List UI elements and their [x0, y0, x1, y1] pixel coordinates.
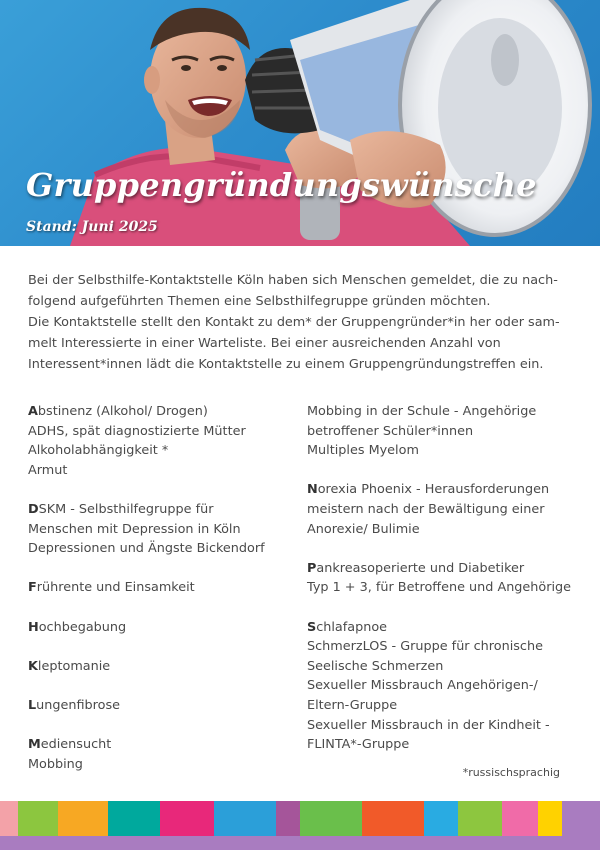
- intro-text: [28, 270, 576, 375]
- topic-entry: [28, 520, 294, 540]
- topic-entry: [307, 657, 587, 677]
- topic-group-h: [28, 618, 294, 638]
- topic-group-p: [307, 559, 587, 598]
- color-stripe: [58, 801, 108, 836]
- topic-text: Eltern-Gruppe: [307, 697, 398, 713]
- topic-entry: [28, 441, 294, 461]
- topic-list-right: [307, 402, 587, 774]
- intro-line: folgend aufgeführten Themen eine Selbsthilfegruppe gründen möchten.: [28, 294, 491, 309]
- megaphone-photo: [0, 0, 600, 246]
- topic-entry: [28, 539, 294, 559]
- topic-initial: D: [28, 501, 39, 517]
- color-stripe: [160, 801, 214, 836]
- topic-list-left: [28, 402, 294, 794]
- topic-initial: M: [28, 737, 41, 753]
- topic-text: FLINTA*-Gruppe: [307, 737, 410, 753]
- topic-entry: [307, 500, 587, 520]
- topic-entry: [28, 696, 294, 716]
- topic-text: meistern nach der Bewältigung einer: [307, 501, 545, 517]
- color-stripe-bar: [0, 801, 600, 836]
- topic-initial: N: [307, 482, 318, 498]
- topic-text: leptomanie: [37, 658, 111, 674]
- topic-initial: S: [307, 619, 317, 635]
- topic-entry: [28, 402, 294, 422]
- color-stripe: [562, 801, 600, 836]
- topic-group-n: [307, 480, 587, 539]
- topic-entry: [28, 578, 294, 598]
- topic-text: Anorexie/ Bulimie: [307, 521, 420, 537]
- color-stripe: [458, 801, 502, 836]
- topic-text: Typ 1 + 3, für Betroffene und Angehörige: [307, 580, 572, 596]
- topic-entry: [307, 735, 587, 755]
- topic-text: ungenfibrose: [36, 697, 121, 713]
- color-stripe: [18, 801, 58, 836]
- topic-entry: [28, 657, 294, 677]
- topic-group-l: [28, 696, 294, 716]
- topic-entry: [307, 422, 587, 442]
- topic-text: chlafapnoe: [316, 619, 388, 635]
- topic-group-s: [307, 618, 587, 755]
- color-stripe: [0, 801, 18, 836]
- page-title: Gruppengründungswünsche: [26, 166, 537, 204]
- intro-line: Die Kontaktstelle stellt den Kontakt zu dem* der Gruppengründer*in her oder sam-: [28, 315, 560, 330]
- topic-entry: [28, 735, 294, 755]
- topic-text: SchmerzLOS - Gruppe für chronische: [307, 639, 543, 655]
- topic-text: Seelische Schmerzen: [307, 658, 444, 674]
- topic-entry: [28, 461, 294, 481]
- color-stripe: [502, 801, 538, 836]
- topic-entry: [307, 402, 587, 422]
- topic-group-k: [28, 657, 294, 677]
- topic-entry: [307, 520, 587, 540]
- topic-text: orexia Phoenix - Herausforderungen: [317, 482, 550, 498]
- color-stripe: [538, 801, 562, 836]
- color-stripe: [214, 801, 276, 836]
- stand-date: Stand: Juni 2025: [26, 219, 158, 235]
- topic-entry: [307, 441, 587, 461]
- color-stripe: [424, 801, 458, 836]
- topic-entry: [28, 500, 294, 520]
- topic-text: Depressionen und Ängste Bickendorf: [28, 541, 265, 557]
- topic-entry: [307, 637, 587, 657]
- topic-text: Mobbing in der Schule - Angehörige: [307, 404, 537, 419]
- topic-entry: [307, 618, 587, 638]
- topic-text: Alkoholabhängigkeit *: [28, 443, 169, 459]
- topic-entry: [307, 696, 587, 716]
- bottom-band: [0, 836, 600, 850]
- topic-text: ochbegabung: [38, 619, 127, 635]
- topic-initial: A: [28, 404, 38, 419]
- color-stripe: [300, 801, 362, 836]
- topic-group: [307, 402, 587, 461]
- footnote: *russischsprachig: [462, 766, 560, 779]
- topic-entry: [307, 716, 587, 736]
- topic-group-f: [28, 578, 294, 598]
- topic-text: ankreasoperierte und Diabetiker: [316, 560, 525, 576]
- topic-text: betroffener Schüler*innen: [307, 423, 474, 439]
- topic-group-a: [28, 402, 294, 480]
- topic-entry: [307, 559, 587, 579]
- topic-initial: K: [28, 658, 38, 674]
- topic-text: SKM - Selbsthilfegruppe für: [38, 501, 214, 517]
- topic-initial: F: [28, 580, 37, 596]
- intro-line: Bei der Selbsthilfe-Kontaktstelle Köln haben sich Menschen gemeldet, die zu nach-: [28, 273, 558, 288]
- topic-text: rührente und Einsamkeit: [36, 580, 195, 596]
- topic-entry: [28, 755, 294, 775]
- topic-text: Sexueller Missbrauch Angehörigen-/: [307, 678, 538, 694]
- topic-group-m: [28, 735, 294, 774]
- hero-banner: [0, 0, 600, 246]
- topic-entry: [307, 480, 587, 500]
- topic-text: ADHS, spät diagnostizierte Mütter: [28, 423, 246, 439]
- topic-group-d: [28, 500, 294, 559]
- topic-entry: [28, 618, 294, 638]
- color-stripe: [362, 801, 424, 836]
- topic-text: Mobbing: [28, 756, 83, 772]
- topic-initial: P: [307, 560, 317, 576]
- topic-text: Menschen mit Depression in Köln: [28, 521, 241, 537]
- topic-initial: H: [28, 619, 39, 635]
- topic-entry: [307, 676, 587, 696]
- topic-text: ediensucht: [40, 737, 112, 753]
- topic-text: Multiples Myelom: [307, 443, 419, 459]
- topic-initial: L: [28, 697, 37, 713]
- topic-entry: [28, 422, 294, 442]
- topic-text: Armut: [28, 462, 68, 478]
- topic-text: Sexueller Missbrauch in der Kindheit -: [307, 717, 550, 733]
- intro-line: melt Interessierte in einer Warteliste. Bei einer ausreichenden Anzahl von: [28, 336, 501, 351]
- color-stripe: [108, 801, 160, 836]
- topic-text: bstinenz (Alkohol/ Drogen): [37, 404, 208, 419]
- color-stripe: [276, 801, 300, 836]
- intro-line: Interessent*innen lädt die Kontaktstelle zu einem Gruppengründungstreffen ein.: [28, 357, 544, 372]
- topic-entry: [307, 578, 587, 598]
